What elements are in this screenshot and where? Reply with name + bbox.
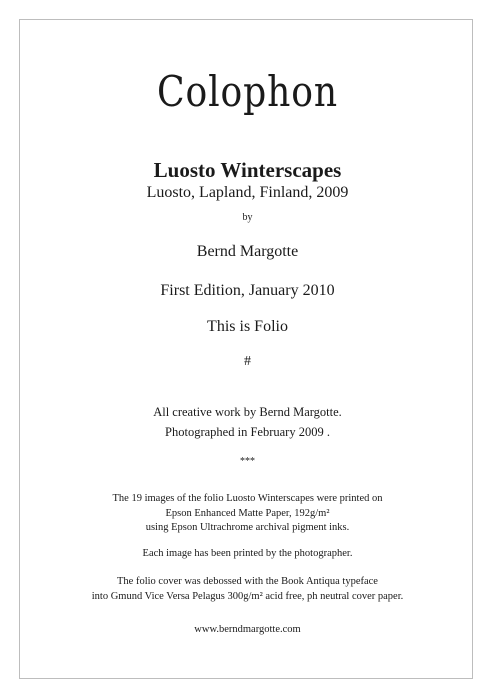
by-label: by bbox=[242, 212, 253, 223]
credit-line: All creative work by Bernd Margotte. bbox=[153, 405, 342, 419]
page-title: Colophon bbox=[157, 67, 338, 116]
printed-by-line: Each image has been printed by the photographer. bbox=[142, 548, 353, 559]
folio-number-mark: # bbox=[244, 354, 251, 369]
folio-title: Luosto Winterscapes bbox=[153, 158, 342, 182]
section-separator: *** bbox=[240, 456, 255, 467]
printing-line: Epson Enhanced Matte Paper, 192g/m² bbox=[165, 508, 330, 519]
cover-line: The folio cover was debossed with the Book Antiqua typeface bbox=[117, 576, 378, 587]
website-text: www.berndmargotte.com bbox=[194, 624, 301, 635]
author-name: Bernd Margotte bbox=[196, 243, 299, 260]
credit-line: Photographed in February 2009 . bbox=[165, 425, 330, 439]
printing-line: using Epson Ultrachrome archival pigment inks. bbox=[145, 522, 350, 533]
edition-line: First Edition, January 2010 bbox=[160, 282, 335, 299]
folio-place-year: Luosto, Lapland, Finland, 2009 bbox=[146, 184, 349, 201]
folio-statement: This is Folio bbox=[207, 318, 288, 335]
cover-line: into Gmund Vice Versa Pelagus 300g/m² acid free, ph neutral cover paper. bbox=[91, 591, 404, 602]
printing-line: The 19 images of the folio Luosto Winterscapes were printed on bbox=[112, 493, 383, 504]
